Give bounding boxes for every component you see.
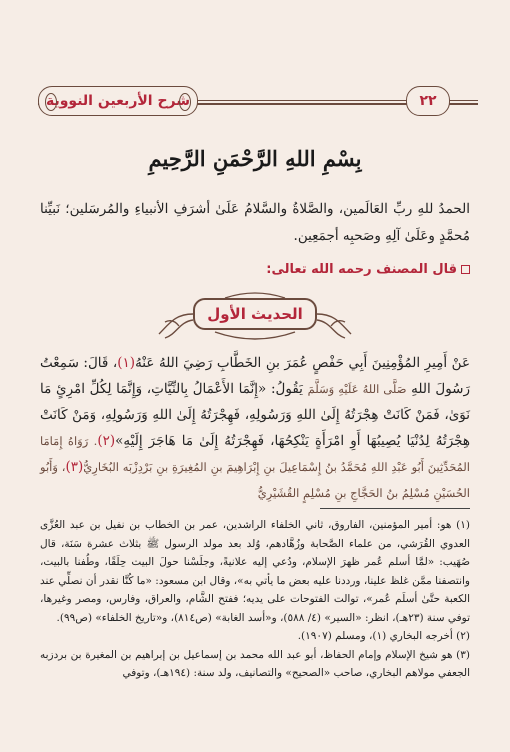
- square-bullet-icon: [461, 265, 470, 274]
- footnote-ref-3: (٣): [65, 459, 84, 475]
- footnote-1: (١) هو: أمير المؤمنين، الفاروق، ثاني الخلفاء الراشدين، عمر بن الخطاب بن نفيل بن عبد العُزَّى العدوي القُرَشي، من علماء الصَّحابة وزُهَّادهم، وُلد بعد مولد الرسول ﷺ بثلاث عشرة سَنَة، قال صُهَيب: «لمَّا أسلم عُمر ظهرَ الإسلام، ودُعي إليه علانيةً، وجلَسْنا حولَ البيت حِلَقًا، وطُفنا بالبيت، وانتصفنا ممَّن غلظ علينا، ورددنا عليه بعض ما يأتي به»، وقال ابن مسعود: «ما كُنَّا نقدر أن نصلِّي عند الكعبة حتَّىٰ أسلَم عُمر»، توالت الفتوحات على يديه؛ ففتح الشَّام، والعراق، وفارس، ومصر وغيرها، توفي سنة (٢٣هـ)، انظر: «السير» (٤/ ٥٨٨)، و«أسد الغابة» (ص٨١٤)، و«تاريخ الخلفاء» (ص٩٩).: [40, 519, 470, 624]
- footnote-3: (٣) هو شيخ الإسلام وإمام الحفاظ، أبو عبد الله محمد بن إسماعيل بن إبراهيم بن المغيرة بن بردزبه الجعفي مولاهم البخاري، صاحب «الصحيح» والتصانيف، ولد سنة: (١٩٤هـ)، وتوفي: [40, 648, 470, 679]
- footnote-separator: [320, 508, 470, 509]
- hadith-said: ، قَالَ: سَمِعْتُ رَسُولَ اللهِ: [40, 355, 470, 397]
- book-title: شرح الأربعين النووية: [45, 93, 191, 109]
- section-heading-text: قال المصنف رحمه الله تعالى:: [266, 262, 457, 277]
- page-number-frame: [406, 86, 450, 116]
- footnote-ref-1: (١): [117, 355, 136, 371]
- intro-paragraph: الحمدُ للهِ ربِّ العَالَمين، والصَّلاةُ والسَّلامُ عَلَىٰ أشرَفِ الأنبياءِ والمُرسَلين؛ نَبيِّنا مُحمَّدٍ وعَلَىٰ آلِهِ وصَحبِه أجمَعِين.: [40, 201, 470, 244]
- hadith-title: الحديث الأول: [207, 305, 303, 323]
- hadith-isnad: عَنْ أَمِيرِ المُؤْمِنِينَ أَبِي حَفْصٍ عُمَرَ بنِ الخَطَّابِ رَضِيَ اللهُ عَنْهُ: [135, 355, 470, 371]
- hadith-matn: يَقُولُ: «إِنَّمَا الأَعْمَالُ بِالنِّيَّاتِ، وَإِنَّمَا لِكُلِّ امْرِئٍ مَا نَوَىٰ، فَمَنْ كَانَتْ هِجْرَتُهُ إِلَىٰ اللهِ وَرَسُولِهِ، فَهِجْرَتُهُ إِلَىٰ اللهِ وَرَسُولِهِ، وَمَنْ كَانَتْ هِجْرَتُهُ لِدُنْيَا يُصِيبُهَا أَوِ امْرَأَةٍ يَنْكِحُهَا، فَهِجْرَتُهُ إِلَىٰ مَا هَاجَرَ إِلَيْهِ»: [40, 381, 470, 449]
- basmala: بِسْمِ اللهِ الرَّحْمَنِ الرَّحِيمِ: [148, 146, 362, 171]
- page-header: [38, 84, 478, 118]
- footnote-ref-2: (٢): [97, 433, 116, 449]
- section-heading: [266, 262, 470, 277]
- page-number: ٢٢: [419, 93, 437, 109]
- hadith-narration-2: ، وَأَبُو الحُسَيْنِ مُسْلِمُ بنُ الحَجَّاجِ بنِ مُسْلِمٍ القُشَيْرِيُّ: [40, 460, 470, 500]
- hadith-narration: . رَوَاهُ إِمَامَا المُحَدِّثِينَ أَبُو عَبْدِ اللهِ مُحَمَّدُ بنُ إِسْمَاعِيلَ بنِ إِبْرَاهِيمَ بنِ المُغِيرَةِ بنِ بَرْدِزْبَه البُخَارِيُّ: [40, 434, 471, 474]
- book-title-frame: [38, 86, 198, 116]
- hadith-title-frame: [193, 298, 317, 330]
- footnote-2: (٢) أخرجه البخاري (١)، ومسلم (١٩٠٧).: [297, 630, 470, 642]
- footnotes: [40, 516, 470, 683]
- hadith-text: [40, 350, 470, 506]
- salawat: صَلَّى اللهُ عَلَيْهِ وَسَلَّمَ: [307, 382, 407, 396]
- hadith-title-banner: [155, 290, 355, 346]
